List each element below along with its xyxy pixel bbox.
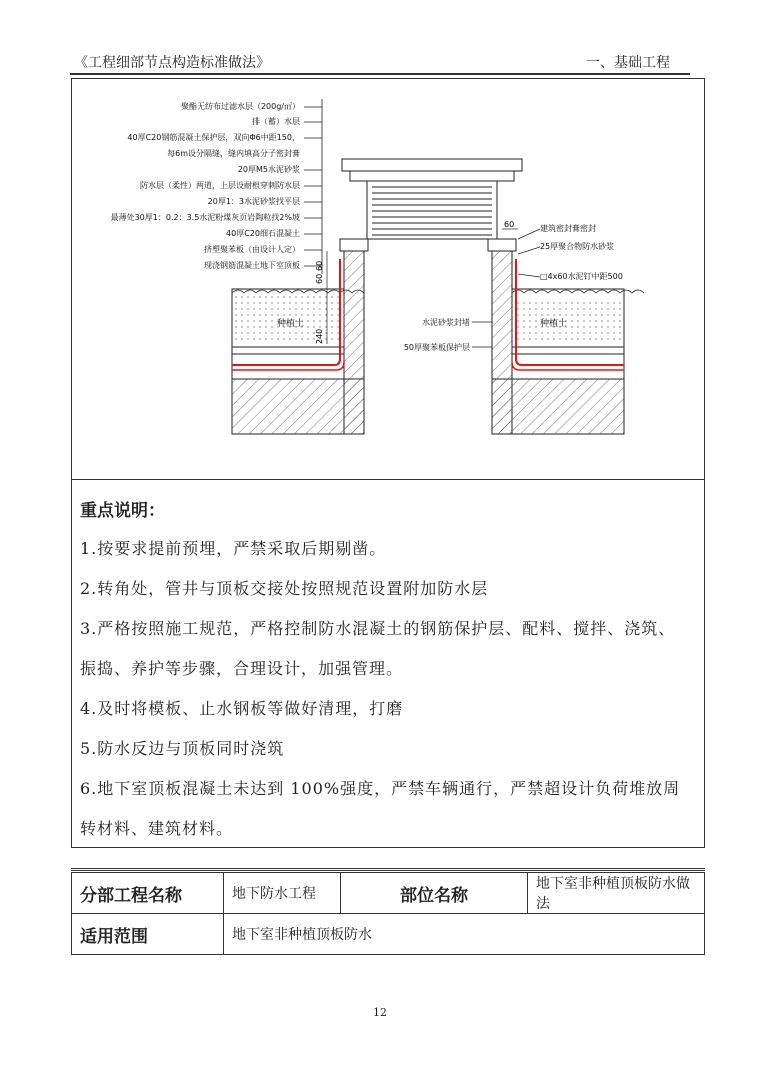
label-mortar-seal: 水泥砂浆封堵 [422,318,470,327]
label-joint-note: 每6m设分隔缝，缝内填高分子密封膏 [167,149,300,158]
note-line: 3.严格按照施工规范，严格控制防水混凝土的钢筋保护层、配料、搅拌、浇筑、 [80,619,676,638]
label-sealant: 建筑密封膏密封 [540,224,596,233]
note-line: 振捣、养护等步骤，合理设计，加强管理。 [80,659,404,678]
cell-key: 分部工程名称 [72,873,224,914]
label-protect-layer: 40厚C20钢筋混凝土保护层，双向Φ6中距150， [127,133,300,142]
label-mortar: 20厚M5水泥砂浆 [237,165,300,174]
cell-value: 地下防水工程 [224,873,341,914]
construction-detail-svg [72,79,704,479]
label-nail: □4x60水泥钉中距500 [540,272,623,281]
note-line: 4.及时将模板、止水钢板等做好清理，打磨 [80,699,404,718]
detail-drawing [72,79,704,480]
soil-label-left: 种植土 [277,319,305,329]
dim-60-a: 60 [315,260,324,271]
notes-title: 重点说明： [80,501,165,521]
note-line: 转材料、建筑材料。 [80,819,234,838]
label-filter-layer: 聚酯无纺布过滤水层（200g/㎡） [180,102,300,111]
label-polymer-mortar: 25厚聚合物防水砂浆 [540,242,615,251]
label-leveling: 20厚1：3水泥砂浆找平层 [207,197,300,206]
note-line: 5.防水反边与顶板同时浇筑 [80,739,285,758]
label-eps-protect: 50厚聚苯板保护层 [403,343,470,352]
content-frame [71,78,705,848]
table-row [72,873,705,914]
table-row [72,914,705,955]
dim-240: 240 [315,328,324,344]
label-fine-concrete: 40厚C20细石混凝土 [226,229,300,238]
cell-value: 地下室非种植顶板防水 [224,914,705,955]
note-line: 2.转角处，管井与顶板交接处按照规范设置附加防水层 [80,579,489,598]
soil-label-right: 种植土 [540,319,568,329]
cell-key: 适用范围 [72,914,224,955]
label-slope: 最薄处30厚1：0.2：3.5水泥粉煤灰页岩陶粒找2%坡 [110,213,300,222]
label-waterproof: 防水层（柔性）两道，上层设耐根穿刺防水层 [140,181,300,190]
label-drain-layer: 排（蓄）水层 [252,117,300,126]
info-table [71,872,705,955]
cell-value: 地下室非种植顶板防水做法 [528,873,705,914]
header-rule [70,73,690,75]
book-title: 《工程细部节点构造标准做法》 [74,55,270,71]
dim-60-b: 60 [315,273,324,284]
dim-60-top: 60 [504,220,515,229]
note-line: 1.按要求提前预埋，严禁采取后期剔凿。 [80,539,387,558]
table-top-rule [71,868,705,871]
label-slab: 现浇钢筋混凝土地下室顶板 [204,261,300,270]
cell-key: 部位名称 [341,873,528,914]
page-number: 12 [373,1006,387,1019]
section-title: 一、基础工程 [586,55,670,71]
label-xps: 挤塑聚苯板（由设计人定） [204,245,300,254]
note-line: 6.地下室顶板混凝土未达到 100%强度，严禁车辆通行，严禁超设计负荷堆放周 [80,779,681,798]
